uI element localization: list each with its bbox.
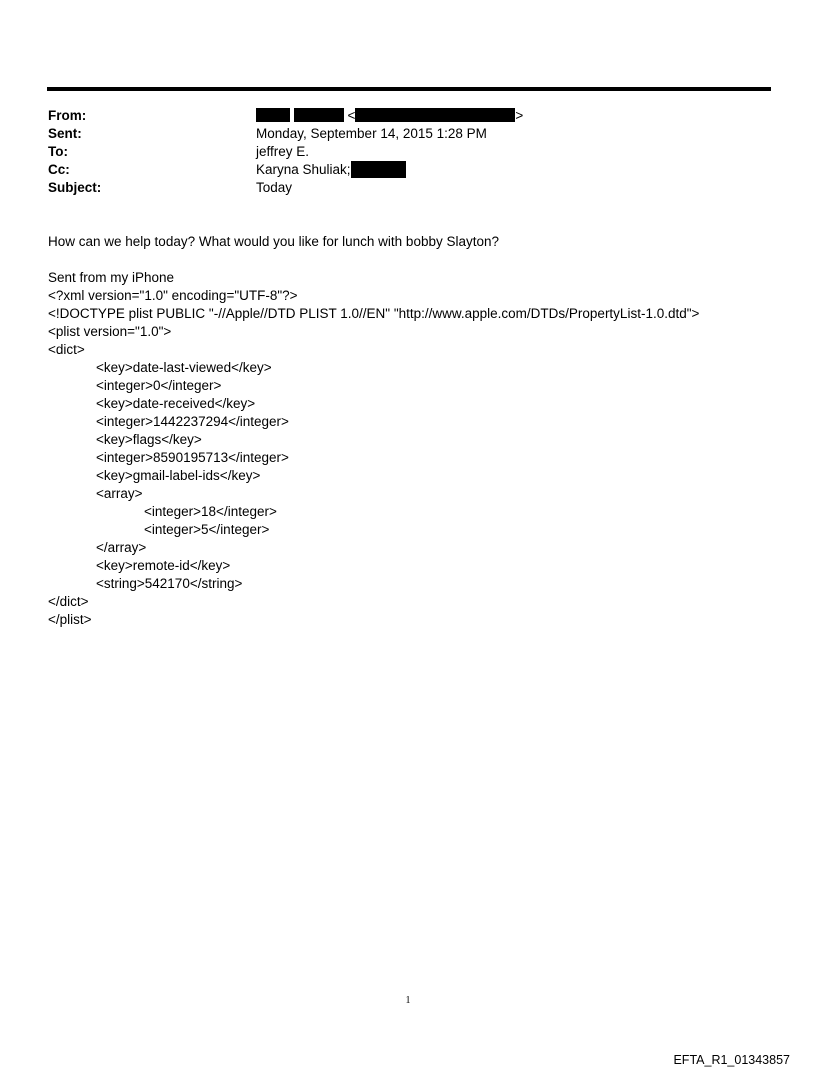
plist-line: </dict> bbox=[48, 594, 89, 609]
page-number: 1 bbox=[405, 995, 411, 1006]
subject-label: Subject: bbox=[48, 180, 102, 195]
to-row bbox=[48, 143, 748, 161]
header-rule bbox=[47, 87, 771, 91]
redaction-box bbox=[256, 108, 290, 122]
from-value bbox=[256, 107, 523, 125]
cc-row bbox=[48, 161, 748, 179]
sent-label: Sent: bbox=[48, 126, 82, 141]
email-body bbox=[48, 233, 768, 629]
plist-line: <integer>18</integer> bbox=[144, 504, 277, 519]
sent-value: Monday, September 14, 2015 1:28 PM bbox=[256, 126, 487, 141]
cc-value bbox=[256, 161, 406, 179]
from-open-bracket: < bbox=[347, 108, 356, 123]
plist-line: </plist> bbox=[48, 612, 92, 627]
plist-line: <plist version="1.0"> bbox=[48, 324, 172, 339]
plist-line: <key>remote-id</key> bbox=[96, 558, 231, 573]
plist-line: <array> bbox=[96, 486, 143, 501]
plist-line: <key>date-last-viewed</key> bbox=[96, 360, 272, 375]
redaction-box bbox=[355, 108, 515, 122]
plist-line: <string>542170</string> bbox=[96, 576, 243, 591]
signature-text: Sent from my iPhone bbox=[48, 270, 175, 285]
plist-line: <?xml version="1.0" encoding="UTF-8"?> bbox=[48, 288, 298, 303]
subject-row bbox=[48, 179, 748, 197]
from-label: From: bbox=[48, 108, 87, 123]
message-text: How can we help today? What would you like for lunch with bobby Slayton? bbox=[48, 234, 500, 249]
cc-name: Karyna Shuliak; bbox=[256, 162, 351, 177]
from-close-bracket: > bbox=[515, 108, 524, 123]
sent-row bbox=[48, 125, 748, 143]
plist-line: <integer>8590195713</integer> bbox=[96, 450, 289, 465]
to-label: To: bbox=[48, 144, 68, 159]
plist-line: <integer>1442237294</integer> bbox=[96, 414, 289, 429]
to-value: jeffrey E. bbox=[256, 144, 310, 159]
email-header bbox=[48, 107, 748, 197]
plist-line: <integer>0</integer> bbox=[96, 378, 222, 393]
from-row bbox=[48, 107, 748, 125]
redaction-box bbox=[294, 108, 344, 122]
plist-line: <key>gmail-label-ids</key> bbox=[96, 468, 261, 483]
cc-label: Cc: bbox=[48, 162, 70, 177]
bates-number: EFTA_R1_01343857 bbox=[673, 1053, 790, 1067]
plist-line: <dict> bbox=[48, 342, 85, 357]
plist-line: </array> bbox=[96, 540, 147, 555]
plist-line: <!DOCTYPE plist PUBLIC "-//Apple//DTD PLIST 1.0//EN" "http://www.apple.com/DTDs/PropertyList-1.0.dtd"> bbox=[48, 306, 700, 321]
plist-line: <key>flags</key> bbox=[96, 432, 202, 447]
plist-line: <key>date-received</key> bbox=[96, 396, 256, 411]
subject-value: Today bbox=[256, 180, 293, 195]
plist-line: <integer>5</integer> bbox=[144, 522, 270, 537]
redaction-box bbox=[351, 161, 406, 178]
